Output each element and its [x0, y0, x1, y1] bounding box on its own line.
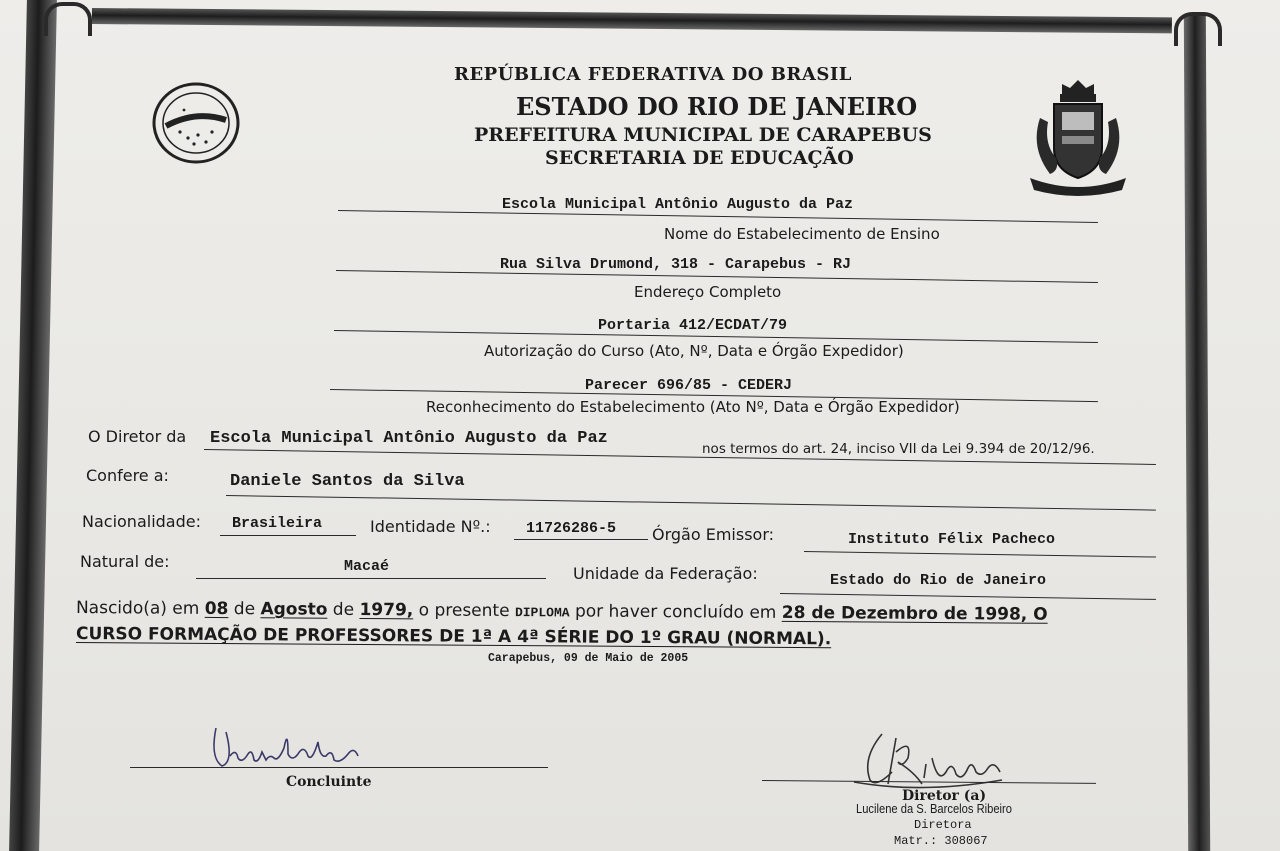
confers-label: Confere a:	[86, 466, 169, 485]
header-secretariat: SECRETARIA DE EDUCAÇÃO	[545, 147, 854, 169]
director-prefix: O Diretor da	[88, 427, 187, 446]
birth-statement	[76, 598, 1048, 625]
school-recognition: Parecer 696/85 - CEDERJ	[585, 377, 793, 394]
diploma-word: DIPLOMA	[514, 605, 570, 621]
id-label: Identidade Nº.:	[370, 517, 491, 536]
left-border	[9, 0, 57, 851]
issuer-line	[804, 551, 1156, 558]
issuer-value: Instituto Félix Pacheco	[848, 531, 1056, 548]
course-authorization: Portaria 412/ECDAT/79	[598, 317, 788, 334]
birthplace-line	[196, 578, 546, 579]
birthplace-label: Natural de:	[80, 552, 170, 571]
birth-day: 08	[204, 598, 229, 620]
state-line	[780, 593, 1156, 600]
birth-year: 1979,	[359, 599, 414, 621]
statement-middle-2: por haver concluído em	[574, 601, 777, 623]
address-caption: Endereço Completo	[634, 283, 782, 301]
director-legal-basis: nos termos do art. 24, inciso VII da Lei 9.394 de 20/12/96.	[702, 441, 1095, 457]
issuer-label: Órgão Emissor:	[652, 525, 775, 544]
nationality-label: Nacionalidade:	[82, 512, 201, 531]
top-border	[92, 8, 1172, 33]
brazil-seal-icon	[150, 80, 242, 166]
top-left-corner-ornament	[44, 2, 92, 36]
right-border	[1184, 14, 1210, 851]
completion-date: 28 de Dezembro de 1998, O	[781, 602, 1048, 625]
header-republic: REPÚBLICA FEDERATIVA DO BRASIL	[454, 64, 852, 85]
graduate-label: Concluinte	[286, 774, 372, 790]
nationality-value: Brasileira	[232, 515, 323, 532]
carapebus-coat-of-arms-icon	[1026, 78, 1130, 200]
id-value: 11726286-5	[526, 520, 617, 537]
id-line	[514, 539, 648, 540]
director-signature	[852, 728, 1012, 794]
top-right-corner-ornament	[1174, 12, 1222, 46]
state-value: Estado do Rio de Janeiro	[830, 572, 1047, 589]
header-state: ESTADO DO RIO DE JANEIRO	[516, 92, 918, 121]
graduate-signature-line	[130, 767, 548, 768]
school-address: Rua Silva Drumond, 318 - Carapebus - RJ	[500, 256, 852, 273]
de-1: de	[233, 599, 256, 620]
stamp-role: Diretora	[914, 818, 972, 832]
director-label: Diretor (a)	[902, 788, 987, 804]
authorization-caption: Autorização do Curso (Ato, Nº, Data e Órgão Expedidor)	[484, 342, 904, 360]
statement-middle: o presente	[418, 600, 510, 622]
place-date: Carapebus, 09 de Maio de 2005	[488, 652, 689, 665]
recognition-caption: Reconhecimento do Estabelecimento (Ato Nº, Data e Órgão Expedidor)	[426, 398, 960, 416]
state-label: Unidade da Federação:	[573, 564, 758, 583]
recipient-name: Daniele Santos da Silva	[230, 472, 465, 491]
birthplace-value: Macaé	[344, 558, 390, 575]
graduate-signature	[208, 718, 368, 780]
stamp-name: Lucilene da S. Barcelos Ribeiro	[856, 801, 1012, 816]
birth-month: Agosto	[260, 599, 328, 620]
nationality-line	[220, 535, 356, 536]
course-name-text: CURSO FORMAÇÃO DE PROFESSORES DE 1ª A 4ª SÉRIE DO 1º GRAU (NORMAL).	[75, 624, 832, 650]
de-2: de	[332, 599, 355, 620]
course-name	[76, 624, 831, 649]
recipient-line	[226, 495, 1156, 511]
director-school: Escola Municipal Antônio Augusto da Paz	[210, 429, 608, 448]
school-name: Escola Municipal Antônio Augusto da Paz	[502, 196, 854, 213]
school-name-caption: Nome do Estabelecimento de Ensino	[664, 225, 940, 243]
stamp-registration: Matr.: 308067	[894, 834, 988, 848]
born-label: Nascido(a) em	[75, 598, 200, 619]
header-prefecture: PREFEITURA MUNICIPAL DE CARAPEBUS	[474, 124, 932, 146]
